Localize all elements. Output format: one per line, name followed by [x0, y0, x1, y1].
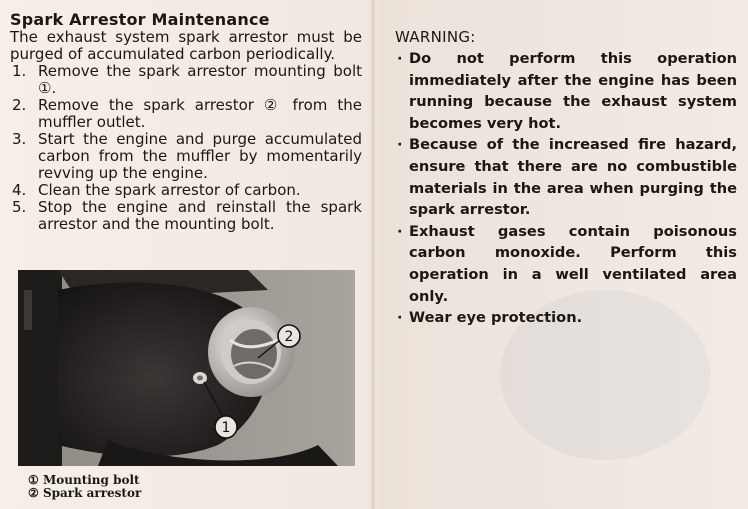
step-number: 2. — [12, 96, 27, 114]
step-item — [10, 182, 362, 199]
caption-marker: ② — [28, 486, 39, 500]
caption-text: Mounting bolt — [42, 473, 140, 487]
step-number: 4. — [12, 181, 27, 199]
caption-text: Spark arrestor — [42, 486, 142, 500]
step-text: Remove the spark arrestor ② from the muffler outlet. — [38, 96, 362, 131]
step-item — [10, 63, 362, 97]
bullet-mark: · — [397, 136, 403, 154]
figure-captions — [28, 474, 141, 500]
warning-item — [395, 48, 737, 134]
warning-item — [395, 134, 737, 220]
warning-text: Wear eye protection. — [409, 309, 583, 327]
step-text: Clean the spark arrestor of carbon. — [38, 181, 301, 199]
warning-item — [395, 307, 737, 329]
step-item — [10, 97, 362, 131]
caption-spark-arrestor — [28, 487, 141, 500]
warning-list — [395, 48, 737, 329]
step-number: 1. — [12, 62, 27, 80]
section-title: Spark Arrestor Maintenance — [10, 10, 270, 29]
bullet-mark: · — [397, 50, 403, 67]
muffler-illustration — [18, 270, 355, 466]
step-item — [10, 199, 362, 233]
bullet-mark: · — [397, 309, 403, 327]
warning-text: Do not perform this operation immediately after the engine has been running because the exhaust system becomes very hot. — [409, 50, 737, 132]
warning-text: Because of the increased fire hazard, ensure that there are no combustible materials in the area when purging the spark arrestor. — [409, 136, 737, 219]
step-item — [10, 131, 362, 182]
intro-paragraph: The exhaust system spark arrestor must be purged of accumulated carbon periodically. — [10, 28, 362, 63]
warning-text: Exhaust gases contain poisonous carbon monoxide. Perform this operation in a well ventilated area only. — [409, 222, 737, 305]
step-number: 5. — [12, 198, 27, 216]
step-text: Remove the spark arrestor mounting bolt ①. — [38, 62, 362, 97]
caption-marker: ① — [28, 473, 39, 487]
callout-label-1: 1 — [221, 420, 231, 436]
step-text: Start the engine and purge accumulated carbon from the muffler by momentarily revving up the engine. — [38, 130, 362, 182]
callout-label-2: 2 — [284, 329, 294, 345]
warning-item — [395, 221, 737, 307]
spark-arrestor-photo — [18, 270, 355, 466]
page-fold — [370, 0, 376, 509]
warning-heading: WARNING: — [395, 28, 476, 46]
step-number: 3. — [12, 130, 27, 148]
step-text: Stop the engine and reinstall the spark arrestor and the mounting bolt. — [38, 198, 362, 233]
bullet-mark: · — [397, 222, 403, 240]
left-column — [10, 10, 362, 233]
steps-list — [10, 63, 362, 233]
right-column — [395, 28, 737, 329]
